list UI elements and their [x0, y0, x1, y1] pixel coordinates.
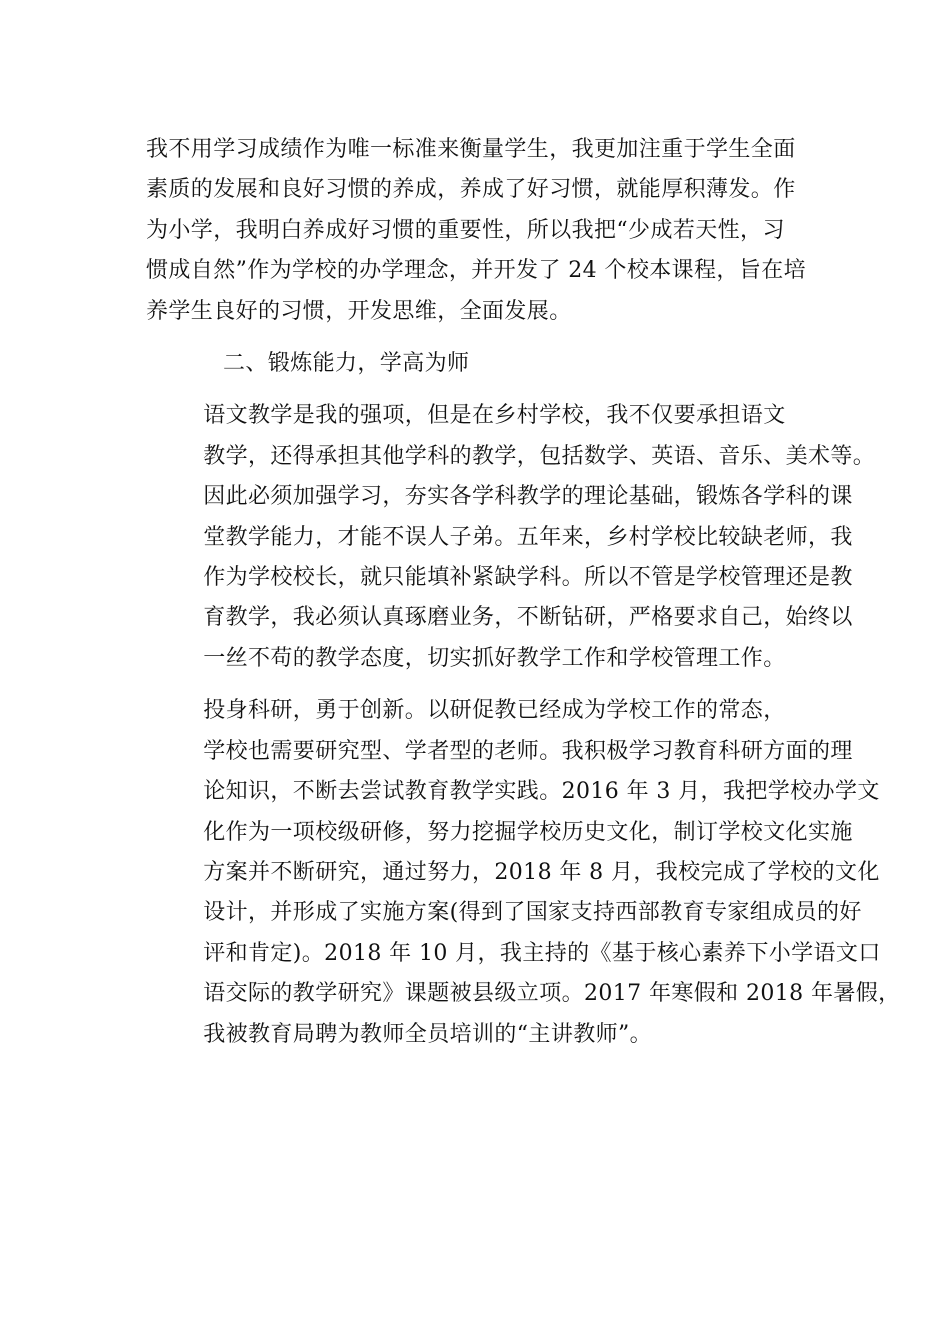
text-line: 因此必须加强学习，夯实各学科教学的理论基础，锻炼各学科的课	[203, 484, 853, 510]
document-body	[146, 130, 901, 1067]
text-line: 为小学，我明白养成好习惯的重要性，所以我把“少成若天性，习	[146, 217, 785, 243]
text-line: 设计，并形成了实施方案(得到了国家支持西部教育专家组成员的好	[203, 900, 862, 926]
text-line: 惯成自然”作为学校的办学理念，并开发了 24 个校本课程，旨在培	[146, 258, 807, 284]
text-line: 评和肯定)。2018 年 10 月，我主持的《基于核心素养下小学语文口	[203, 940, 881, 966]
text-line: 我不用学习成绩作为唯一标准来衡量学生，我更加注重于学生全面	[146, 137, 796, 162]
text-line: 我被教育局聘为教师全员培训的“主讲教师”。	[203, 1021, 653, 1047]
text-line: 学校也需要研究型、学者型的老师。我积极学习教育科研方面的理	[203, 738, 853, 764]
text-line: 教学，还得承担其他学科的教学，包括数学、英语、音乐、美术等。	[203, 443, 876, 469]
text-line: 一丝不苟的教学态度，切实抓好教学工作和学校管理工作。	[203, 645, 786, 671]
body-paragraph	[146, 130, 811, 332]
text-line: 论知识，不断去尝试教育教学实践。2016 年 3 月，我把学校办学文	[203, 779, 880, 805]
text-line: 堂教学能力，才能不误人子弟。五年来，乡村学校比较缺老师，我	[203, 524, 853, 550]
text-line: 养学生良好的习惯，开发思维，全面发展。	[146, 298, 572, 324]
text-line: 作为学校校长，就只能填补紧缺学科。所以不管是学校管理还是教	[203, 565, 853, 591]
text-line: 投身科研，勇于创新。以研促教已经成为学校工作的常态，	[203, 698, 786, 724]
text-line: 二、锻炼能力，学高为师	[223, 351, 470, 377]
text-line: 育教学，我必须认真琢磨业务，不断钻研，严格要求自己，始终以	[203, 605, 853, 631]
text-line: 方案并不断研究，通过努力，2018 年 8 月，我校完成了学校的文化	[203, 859, 880, 885]
body-paragraph	[146, 396, 876, 679]
text-line: 语交际的教学研究》课题被县级立项。2017 年寒假和 2018 年暑假，	[203, 981, 901, 1007]
text-line: 语文教学是我的强项，但是在乡村学校，我不仅要承担语文	[203, 403, 786, 429]
body-paragraph	[146, 691, 901, 1055]
text-line: 素质的发展和良好习惯的养成，养成了好习惯，就能厚积薄发。作	[146, 177, 796, 203]
section-heading	[146, 344, 811, 384]
text-line: 化作为一项校级研修，努力挖掘学校历史文化，制订学校文化实施	[203, 819, 853, 845]
